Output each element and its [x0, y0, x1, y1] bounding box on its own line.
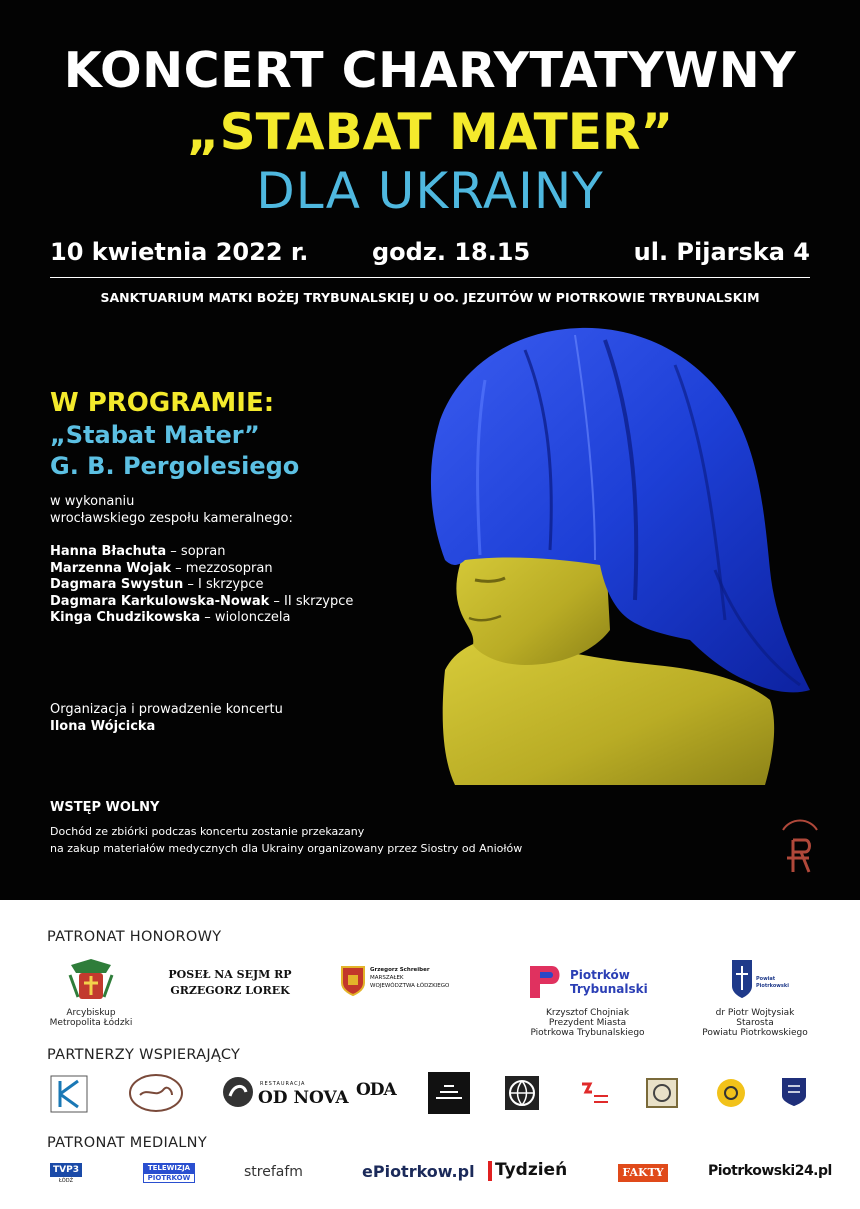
concert-time: godz. 18.15 — [372, 238, 531, 266]
performer-name: Dagmara Swystun — [50, 577, 184, 592]
performed-by-line-1: w wykonaniu — [50, 494, 135, 509]
monogram-logo — [775, 810, 825, 880]
program-composer: G. B. Pergolesiego — [50, 452, 300, 480]
admission-note-1: Dochód ze zbiórki podczas koncertu zostanie przekazany — [50, 825, 365, 838]
hotel-logo-icon — [128, 1073, 184, 1113]
marshal-line-2: MARSZAŁEK — [370, 975, 404, 981]
tv-piotrkow-logo-1: TELEWIZJA — [143, 1163, 195, 1173]
performer — [50, 577, 353, 594]
tvp3-logo: TVP3 — [50, 1163, 82, 1177]
performer — [50, 544, 353, 561]
county-caption-3: Powiatu Piotrkowskiego — [702, 1028, 808, 1038]
title-line-2: „STABAT MATER” — [186, 103, 674, 161]
tydzien-bar — [488, 1161, 492, 1181]
city-caption-2: Prezydent Miasta — [548, 1018, 627, 1028]
tvp3-sublabel: ŁÓDŹ — [58, 1178, 74, 1184]
piotrkow-city-logo-icon — [526, 962, 564, 1002]
performer — [50, 594, 353, 611]
media-patronage-heading: PATRONAT MEDIALNY — [47, 1135, 207, 1151]
performer-name: Hanna Błachuta — [50, 544, 167, 559]
partners-heading: PARTNERZY WSPIERAJĄCY — [47, 1047, 241, 1063]
performer-list — [50, 544, 353, 627]
performer-role: – wiolonczela — [200, 610, 291, 625]
county-logo-text-2: Piotrkowski — [756, 983, 789, 989]
oda-logo: ODA — [356, 1080, 396, 1100]
tv-piotrkow-logo-2: PIOTRKÓW — [143, 1173, 195, 1183]
county-caption-2: Starosta — [736, 1018, 774, 1028]
od-nova-small-text: RESTAURACJA — [260, 1081, 306, 1087]
concert-address: ul. Pijarska 4 — [633, 238, 810, 266]
voivodeship-crest-icon — [340, 965, 366, 997]
mp-name-line-1: POSEŁ NA SEJM RP — [168, 968, 292, 981]
honorary-patronage-heading: PATRONAT HONOROWY — [47, 929, 222, 945]
od-nova-name: OD NOVA — [258, 1088, 349, 1108]
partner-logo-globe-icon — [505, 1076, 539, 1110]
mp-name-line-2: GRZEGORZ LOREK — [170, 984, 290, 997]
program-work: „Stabat Mater” — [50, 421, 260, 449]
partner-logo-badge-icon — [646, 1078, 678, 1108]
organizer-name: Ilona Wójcicka — [50, 719, 156, 734]
county-caption-1: dr Piotr Wojtysiak — [715, 1008, 795, 1018]
county-logo-text-1: Powiat — [756, 976, 776, 982]
city-logo-text-2: Trybunalski — [570, 982, 648, 996]
divider — [50, 277, 810, 278]
partner-logo-dark-icon — [428, 1072, 470, 1114]
title-line-1: KONCERT CHARYTATYWNY — [63, 42, 797, 99]
marshal-line-3: WOJEWÓDZTWA ŁÓDZKIEGO — [370, 983, 450, 989]
performer-name: Kinga Chudzikowska — [50, 610, 201, 625]
tydzien-logo: Tydzień — [495, 1160, 568, 1180]
marshal-line-1: Grzegorz Schreiber — [370, 967, 430, 973]
performer-role: – mezzosopran — [171, 560, 273, 576]
performer-name: Marzenna Wojak — [50, 560, 171, 576]
od-nova-logo-icon — [222, 1076, 254, 1108]
title-line-3: DLA UKRAINY — [256, 162, 604, 220]
zhr-logo-icon — [578, 1080, 610, 1106]
performer — [50, 610, 353, 627]
performer-name: Dagmara Karkulowska-Nowak — [50, 593, 270, 609]
archbishop-caption-2: Metropolita Łódzki — [49, 1018, 133, 1028]
performer — [50, 561, 353, 578]
piotrkowski24-logo: Piotrkowski24.pl — [708, 1163, 832, 1179]
epiotrkow-logo: ePiotrkow.pl — [362, 1162, 475, 1181]
concert-date: 10 kwietnia 2022 r. — [50, 238, 309, 266]
strefa-fm-logo: strefafm — [244, 1164, 303, 1180]
city-caption-3: Piotrkowa Trybunalskiego — [530, 1028, 645, 1038]
veiled-bust-image — [405, 320, 825, 790]
performer-role: – II skrzypce — [269, 593, 354, 609]
performed-by-line-2: wrocławskiego zespołu kameralnego: — [50, 511, 293, 526]
performer-role: – I skrzypce — [183, 577, 264, 592]
fakty-logo: FAKTY — [618, 1164, 668, 1182]
partner-logo-yellow-icon — [716, 1078, 746, 1108]
admission-note-2: na zakup materiałów medycznych dla Ukrainy organizowany przez Siostry od Aniołów — [50, 842, 523, 855]
admission-label: WSTĘP WOLNY — [50, 800, 160, 815]
organization-label: Organizacja i prowadzenie koncertu — [50, 702, 283, 717]
program-heading: W PROGRAMIE: — [50, 388, 275, 418]
partner-logo-k-icon — [50, 1075, 88, 1113]
archbishop-caption-1: Arcybiskup — [66, 1008, 116, 1018]
performer-role: – sopran — [166, 544, 226, 559]
venue: SANKTUARIUM MATKI BOŻEJ TRYBUNALSKIEJ U OO. JEZUITÓW W PIOTRKOWIE TRYBUNALSKIM — [100, 290, 760, 305]
city-logo-text-1: Piotrków — [570, 968, 630, 982]
county-logo-icon — [730, 958, 754, 1000]
archbishop-coat-of-arms-icon — [66, 957, 116, 1005]
city-caption-1: Krzysztof Chojniak — [545, 1008, 630, 1018]
partner-logo-shield-icon — [780, 1076, 808, 1108]
